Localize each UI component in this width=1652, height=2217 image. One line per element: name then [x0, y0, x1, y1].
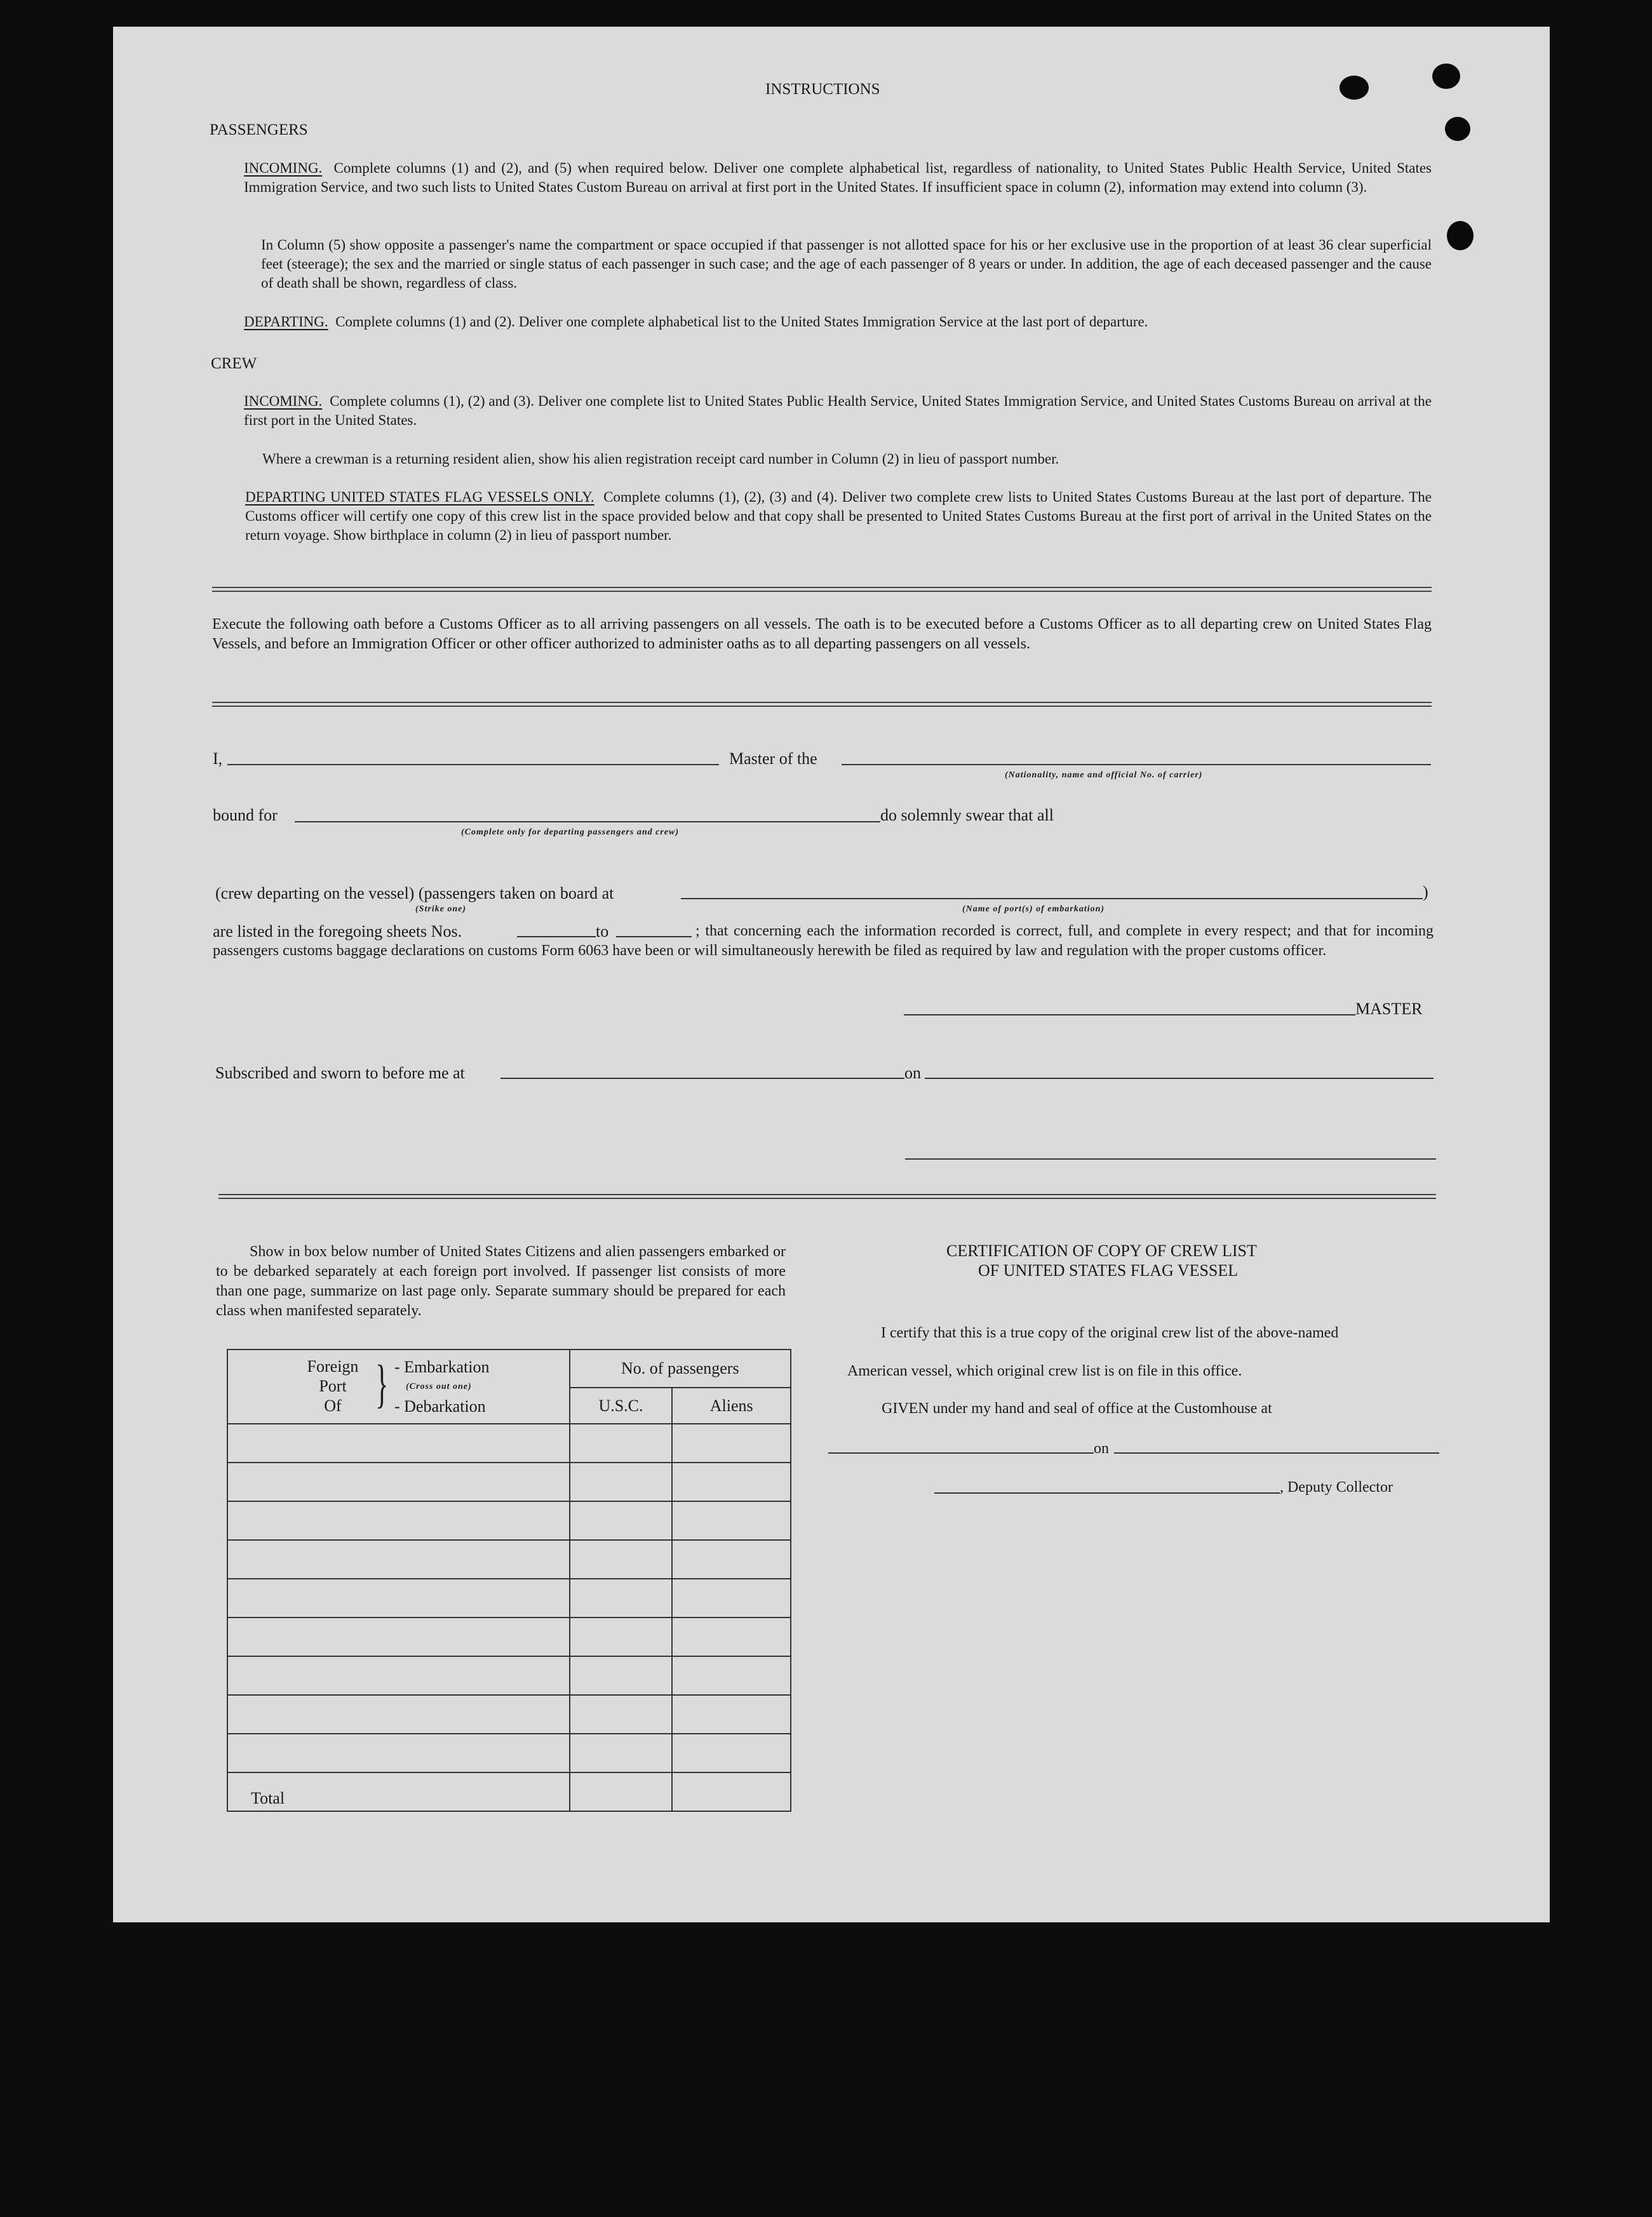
crew-departing-label: DEPARTING UNITED STATES FLAG VESSELS ONLY.	[245, 489, 594, 505]
usc-cell[interactable]	[570, 1618, 673, 1656]
port-cell[interactable]	[227, 1734, 570, 1772]
total-label: Total	[227, 1772, 570, 1811]
usc-header: U.S.C.	[570, 1388, 673, 1424]
usc-cell[interactable]	[570, 1424, 673, 1463]
crew-incoming-label: INCOMING.	[244, 393, 323, 409]
port-line-3: Of	[324, 1397, 342, 1415]
aliens-cell[interactable]	[672, 1463, 791, 1501]
bound-for-label: bound for	[213, 806, 278, 824]
master-signature-field[interactable]	[904, 1014, 1355, 1015]
certification-on-label: on	[1094, 1440, 1109, 1457]
port-cell[interactable]	[227, 1424, 570, 1463]
certification-date-field[interactable]	[1114, 1452, 1439, 1454]
aliens-header: Aliens	[672, 1388, 791, 1424]
subscribed-label: Subscribed and sworn to before me at	[215, 1064, 465, 1082]
passengers-departing-para	[244, 312, 1432, 332]
divider	[212, 587, 1432, 592]
port-cell[interactable]	[227, 1463, 570, 1501]
customhouse-field[interactable]	[828, 1452, 1094, 1454]
brace-icon: }	[375, 1355, 389, 1414]
aliens-cell[interactable]	[672, 1734, 791, 1772]
sworn-on-label: on	[904, 1064, 921, 1082]
passengers-incoming-label: INCOMING.	[244, 160, 323, 176]
master-label: MASTER	[1355, 1000, 1423, 1018]
usc-cell[interactable]	[570, 1734, 673, 1772]
aliens-cell[interactable]	[672, 1501, 791, 1540]
deputy-label: , Deputy Collector	[1280, 1479, 1393, 1496]
aliens-cell[interactable]	[672, 1540, 791, 1579]
carrier-caption: (Nationality, name and official No. of carrier)	[1005, 770, 1203, 780]
punch-hole	[1445, 117, 1470, 141]
port-line-2: Port	[319, 1377, 347, 1395]
passenger-summary-table	[227, 1349, 791, 1812]
divider	[218, 1194, 1436, 1199]
destination-field[interactable]	[295, 821, 880, 822]
certify-line-1: I certify that this is a true copy of the original crew list of the above-named	[881, 1325, 1339, 1341]
usc-cell[interactable]	[570, 1501, 673, 1540]
listed-rest: ; that concerning each the information recorded is correct, full, and complete in every respect; and that for incoming passengers customs baggage declarations on customs Form 6063 have been or will simultaneously herewith be filed as required by law and regulation with the proper customs officer.	[213, 923, 1434, 959]
sworn-place-field[interactable]	[500, 1078, 904, 1079]
port-cell[interactable]	[227, 1540, 570, 1579]
port-header-cell	[227, 1350, 570, 1424]
port-cell[interactable]	[227, 1656, 570, 1695]
punch-hole	[1447, 221, 1474, 250]
certification-title-2: OF UNITED STATES FLAG VESSEL	[978, 1261, 1239, 1280]
divider	[212, 702, 1432, 707]
aliens-cell[interactable]	[672, 1656, 791, 1695]
port-line-1: Foreign	[307, 1357, 359, 1376]
port-cell[interactable]	[227, 1579, 570, 1618]
officer-signature-field[interactable]	[905, 1158, 1436, 1160]
usc-cell[interactable]	[570, 1540, 673, 1579]
port-cell[interactable]	[227, 1501, 570, 1540]
aliens-cell[interactable]	[672, 1579, 791, 1618]
crew-resident-para: Where a crewman is a returning resident alien, show his alien registration receipt card number in Column (2) in lieu of passport number.	[262, 451, 1059, 467]
carrier-field[interactable]	[842, 764, 1431, 765]
crew-departing-text: Complete columns (1), (2), (3) and (4). Deliver two complete crew lists to United States Customs Bureau at the last port of departure. The Customs officer will certify one copy of this crew list in the space provided below and that copy shall be presented to United States Customs Bureau at the first port of arrival in the United States on the return voyage. Show birthplace in column (2) in lieu of passport number.	[245, 489, 1432, 543]
aliens-cell[interactable]	[672, 1424, 791, 1463]
master-name-field[interactable]	[227, 764, 719, 765]
debarkation-label: - Debarkation	[394, 1397, 486, 1416]
given-line: GIVEN under my hand and seal of office at the Customhouse at	[882, 1400, 1272, 1417]
certification-title-1: CERTIFICATION OF COPY OF CREW LIST	[946, 1242, 1257, 1260]
crew-incoming-para	[244, 392, 1432, 430]
passengers-departing-text: Complete columns (1) and (2). Deliver one complete alphabetical list to the United States Immigration Service at the last port of departure.	[335, 314, 1148, 330]
deputy-signature-field[interactable]	[934, 1492, 1280, 1494]
embarkation-ports-field[interactable]	[681, 898, 1423, 899]
column5-para: In Column (5) show opposite a passenger's name the compartment or space occupied if that passenger is not allotted space for his or her exclusive use in the proportion of at least 36 clear superficial feet (steerage); the sex and the married or single status of each passenger in such case; and the age of each passenger of 8 years or under. In addition, the age of each deceased passenger and the cause of death shall be shown, regardless of class.	[261, 237, 1432, 291]
passengers-incoming-para	[244, 159, 1432, 197]
usc-cell[interactable]	[570, 1463, 673, 1501]
aliens-total-cell[interactable]	[672, 1772, 791, 1811]
master-of-label: Master of the	[729, 749, 817, 768]
to-label: to	[596, 922, 609, 941]
aliens-cell[interactable]	[672, 1618, 791, 1656]
usc-cell[interactable]	[570, 1695, 673, 1734]
ports-caption: (Name of port(s) of embarkation)	[962, 904, 1105, 914]
summary-instructions: Show in box below number of United States Citizens and alien passengers embarked or to be debarked separately at each foreign port involved. If passenger list consists of more than one page, summarize on last page only. Separate summary should be prepared for each class when manifested separately.	[216, 1243, 786, 1319]
aliens-cell[interactable]	[672, 1695, 791, 1734]
bound-caption: (Complete only for departing passengers and crew)	[461, 827, 679, 837]
certify-line-2: American vessel, which original crew list is on file in this office.	[847, 1363, 1242, 1379]
oath-intro: Execute the following oath before a Customs Officer as to all arriving passengers on all vessels. The oath is to be executed before a Customs Officer as to all departing crew on United States Flag Vessels, and before an Immigration Officer or other officer authorized to administer oaths as to all departing passengers on all vessels.	[212, 616, 1432, 652]
passengers-heading: PASSENGERS	[210, 121, 308, 138]
close-paren: )	[1423, 883, 1428, 901]
usc-cell[interactable]	[570, 1656, 673, 1695]
swear-label: do solemnly swear that all	[880, 806, 1054, 824]
passengers-incoming-text: Complete columns (1) and (2), and (5) when required below. Deliver one complete alphabetical list, regardless of nationality, to United States Public Health Service, United States Immigration Service, and two such lists to United States Custom Bureau on arrival at first port in the United States. If insufficient space in column (2), information may extend into column (3).	[244, 160, 1432, 195]
crew-incoming-text: Complete columns (1), (2) and (3). Deliver one complete list to United States Public Health Service, United States Immigration Service, and United States Customs Bureau on arrival at the first port in the United States.	[244, 393, 1432, 428]
strike-caption: (Strike one)	[415, 904, 467, 914]
embarkation-label: - Embarkation	[394, 1358, 490, 1376]
crew-heading: CREW	[211, 355, 257, 372]
port-cell[interactable]	[227, 1695, 570, 1734]
cross-out-caption: (Cross out one)	[406, 1382, 472, 1391]
listed-label: are listed in the foregoing sheets Nos.	[213, 922, 462, 941]
sworn-date-field[interactable]	[925, 1078, 1434, 1079]
usc-cell[interactable]	[570, 1579, 673, 1618]
punch-hole	[1432, 64, 1460, 89]
passengers-header: No. of passengers	[570, 1350, 791, 1388]
i-label: I,	[213, 749, 223, 768]
crew-passengers-label: (crew departing on the vessel) (passengers taken on board at	[215, 884, 614, 902]
crew-departing-para	[245, 488, 1432, 545]
usc-total-cell[interactable]	[570, 1772, 673, 1811]
port-cell[interactable]	[227, 1618, 570, 1656]
passengers-departing-label: DEPARTING.	[244, 314, 328, 330]
punch-hole	[1340, 76, 1369, 100]
instructions-title: INSTRUCTIONS	[765, 81, 880, 98]
